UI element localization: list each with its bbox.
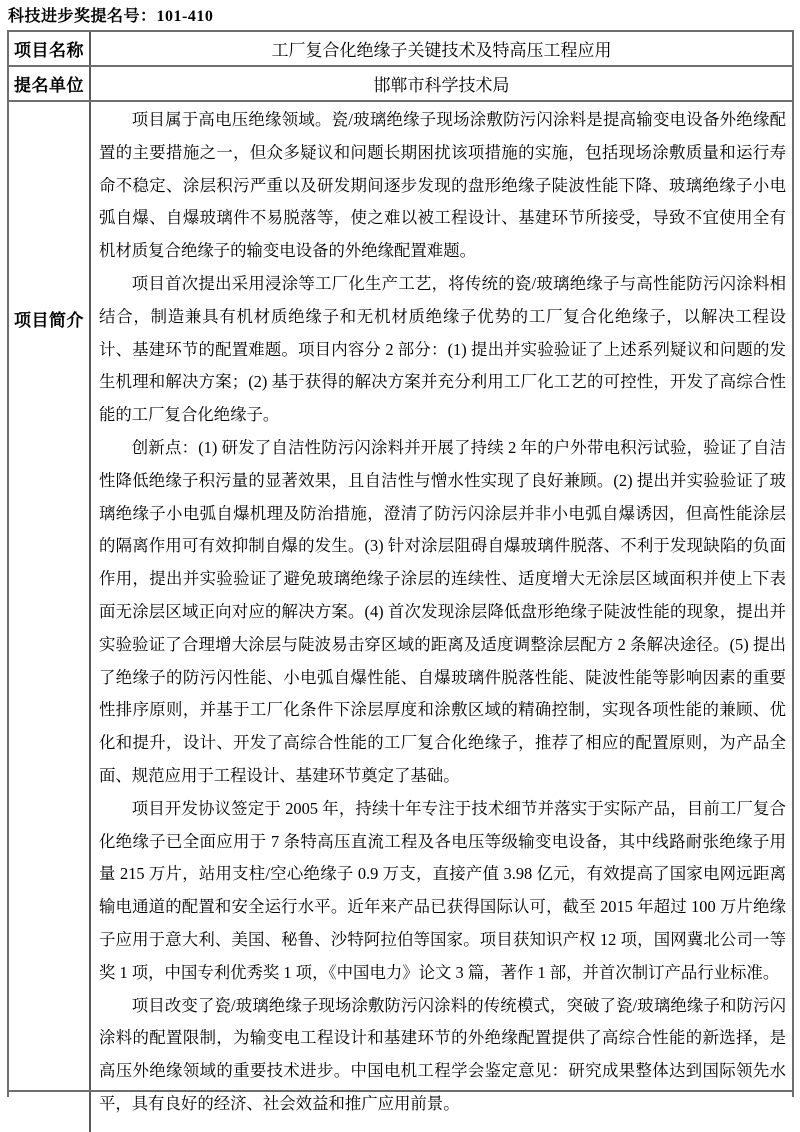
summary-paragraph-impact: 项目改变了瓷/玻璃绝缘子现场涂敷防污闪涂料的传统模式，突破了瓷/玻璃绝缘子和防污闪涂料的配置限制，为输变电工程设计和基建环节的外绝缘配置提供了高综合性能的新选择，是高压外绝缘领域的重要技术进步。中国电机工程学会鉴定意见：研究成果整体达到国际领先水平，具有良好的经济、社会效益和推广应用前景。	[99, 995, 786, 1113]
nominating-unit-value: 邯郸市科学技术局	[373, 76, 510, 95]
award-table	[7, 30, 794, 1113]
next-row-label-cell	[9, 1092, 91, 1132]
table-row-project-summary	[9, 102, 792, 1113]
table-row-next-cutoff	[9, 1092, 792, 1132]
summary-paragraph-approach: 项目首次提出采用浸涂等工厂化生产工艺，将传统的瓷/玻璃绝缘子与高性能防污闪涂料相结合，制造兼具有机材质绝缘子和无机材质绝缘子优势的工厂复合化绝缘子，以解决工程设计、基建环节的配置难题。项目内容分 2 部分：(1) 提出并实验验证了上述系列疑议和问题的发生机理和解决方案；(2) 基于获得的解决方案并充分利用工厂化工艺的可控性，开发了高综合性能的工厂复合化绝缘子。	[99, 273, 786, 425]
table-row-project-name	[9, 32, 792, 67]
table-row-nominating-unit	[9, 67, 792, 102]
summary-paragraph-overview: 项目属于高电压绝缘领域。瓷/玻璃绝缘子现场涂敷防污闪涂料是提高输变电设备外绝缘配置的主要措施之一，但众多疑议和问题长期困扰该项措施的实施，包括现场涂敷质量和运行寿命不稳定、涂层积污严重以及研发期间逐步发现的盘形绝缘子陡波性能下降、玻璃绝缘子小电弧自爆、自爆玻璃件不易脱落等，使之难以被工程设计、基建环节所接受，导致不宜使用全有机材质复合绝缘子的输变电设备的外绝缘配置难题。	[99, 110, 786, 261]
summary-paragraph-innovations: 创新点：(1) 研发了自洁性防污闪涂料并开展了持续 2 年的户外带电积污试验，验证了自洁性降低绝缘子积污量的显著效果，且自洁性与憎水性实现了良好兼顾。(2) 提出并实验验证了玻璃绝缘子小电弧自爆机理及防治措施，澄清了防污闪涂层并非小电弧自爆诱因，但高性能涂层的隔离作用可有效抑制自爆的发生。(3) 针对涂层阻碍自爆玻璃件脱落、不利于发现缺陷的负面作用，提出并实验验证了避免玻璃绝缘子涂层的连续性、适度增大无涂层区域面积并使上下表面无涂层区域正向对应的解决方案。(4) 首次发现涂层降低盘形绝缘子陡波性能的现象，提出并实验验证了合理增大涂层与陡波易击穿区域的距离及适度调整涂层配方 2 条解决途径。(5) 提出了绝缘子的防污闪性能、小电弧自爆性能、自爆玻璃件脱落性能、陡波性能等影响因素的重要性排序原则，并基于工厂化条件下涂层厚度和涂敷区域的精确控制，实现各项性能的兼顾、优化和提升，设计、开发了高综合性能的工厂复合化绝缘子，推荐了相应的配置原则，为产品全面、规范应用于工程设计、基建环节奠定了基础。	[99, 437, 786, 785]
document-title: 科技进步奖提名号：101-410	[8, 8, 214, 25]
next-row-value-cell	[91, 1092, 792, 1132]
project-name-value: 工厂复合化绝缘子关键技术及特高压工程应用	[271, 41, 612, 60]
project-summary-content	[91, 102, 792, 1113]
row-label-nominating-unit: 提名单位	[9, 67, 91, 100]
summary-paragraph-application: 项目开发协议签定于 2005 年，持续十年专注于技术细节并落实于实际产品，目前工厂复合化绝缘子已全面应用于 7 条特高压直流工程及各电压等级输变电设备，其中线路耐张绝缘子用量 215 万片，站用支柱/空心绝缘子 0.9 万支，直接产值 3.98 亿元，有效提高了国家电网远距离输电通道的配置和安全运行水平。近年来产品已获得国际认可，截至 2015 年超过 100 万片绝缘子应用于意大利、美国、秘鲁、沙特阿拉伯等国家。项目获知识产权 12 项，国网冀北公司一等奖 1 项，中国专利优秀奖 1 项，《中国电力》论文 3 篇，著作 1 部，并首次制订产品行业标准。	[99, 798, 786, 982]
row-label-project-name: 项目名称	[9, 32, 91, 65]
row-label-project-summary: 项目简介	[9, 102, 91, 1090]
